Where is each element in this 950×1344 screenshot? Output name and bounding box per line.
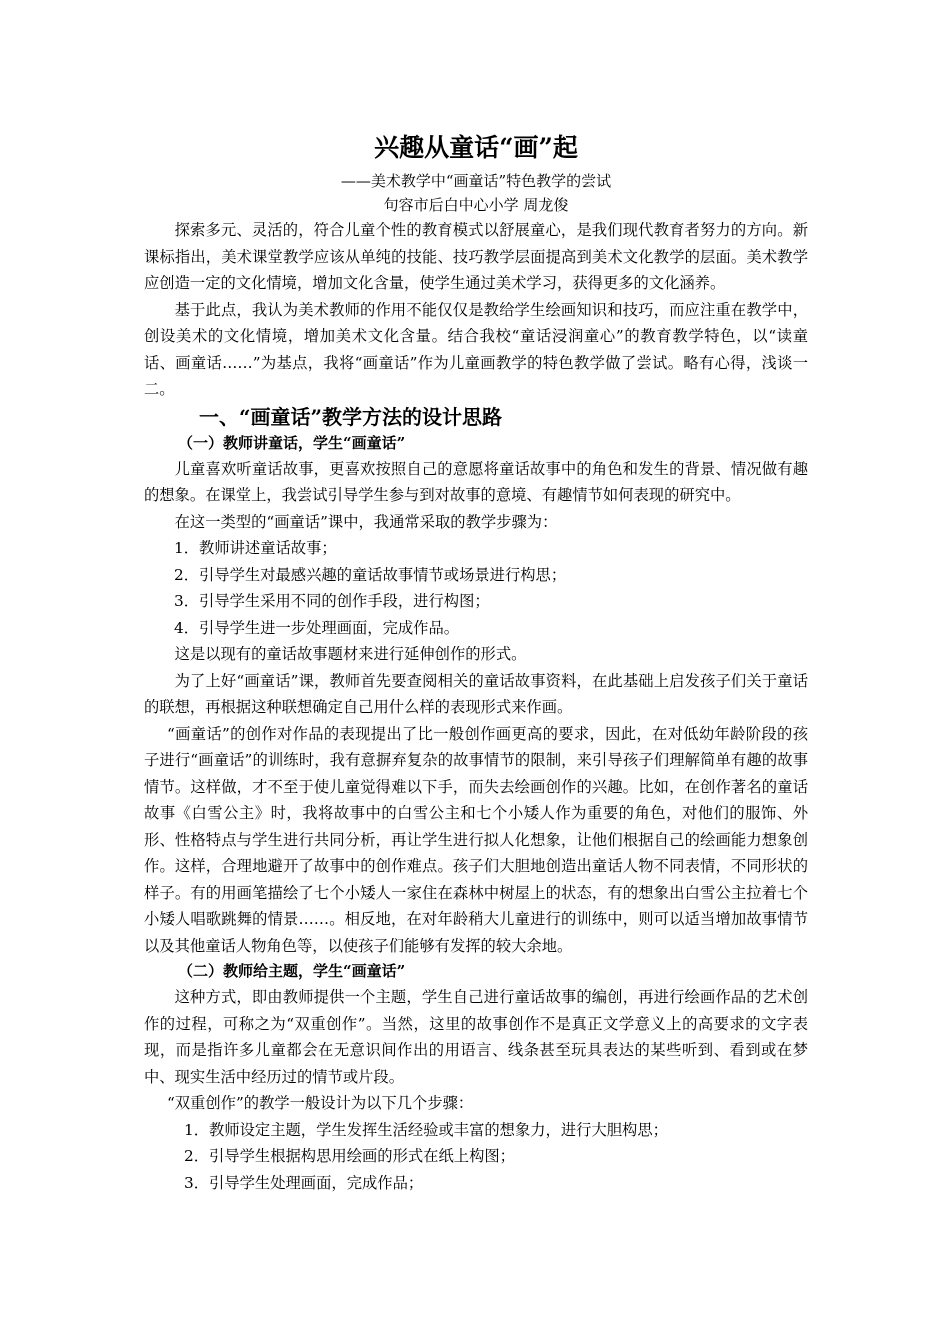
subsection-heading: （二）教师给主题，学生“画童话” [178, 962, 406, 980]
list-item: 1．教师设定主题，学生发挥生活经验或丰富的想象力，进行大胆构思； [184, 1120, 668, 1139]
list-item: 2．引导学生根据构思用绘画的形式在纸上构图； [184, 1147, 515, 1165]
body-paragraph: “双重创作”的教学一般设计为以下几个步骤： [166, 1094, 474, 1112]
document-title: 兴趣从童话“画”起 [374, 133, 578, 162]
list-item: 3．引导学生采用不同的创作手段，进行构图； [174, 592, 490, 610]
document-author: 句容市后白中心小学 周龙俊 [383, 196, 569, 214]
body-paragraph: 为了上好“画童话”课，教师首先要查阅相关的童话故事资料，在此基础上启发孩子们关于童话的联想，再根据这种联想确定自己用什么样的表现形式来作画。 [144, 671, 808, 716]
list-item: 3．引导学生处理画面，完成作品； [184, 1173, 424, 1192]
list-item: 2．引导学生对最感兴趣的童话故事情节或场景进行构思； [174, 565, 567, 584]
list-item: 1．教师讲述童话故事； [174, 539, 337, 557]
intro-paragraph: 探索多元、灵活的，符合儿童个性的教育模式以舒展童心，是我们现代教育者努力的方向。新课标指出，美术课堂教学应该从单纯的技能、技巧教学层面提高到美术文化教学的层面。美术教学应创造一定的文化情境，增加文化含量，使学生通过美术学习，获得更多的文化涵养。 [144, 221, 808, 292]
document-subtitle: ——美术教学中“画童话”特色教学的尝试 [340, 172, 612, 190]
body-paragraph: “画童话”的创作对作品的表现提出了比一般创作画更高的要求，因此，在对低幼年龄阶段的孩子进行“画童话”的训练时，我有意摒弃复杂的故事情节的限制，来引导孩子们理解简单有趣的故事情节。这样做，才不至于使儿童觉得难以下手，而失去绘画创作的兴趣。比如，在创作著名的童话故事《白雪公主》时，我将故事中的白雪公主和七个小矮人作为重要的角色，对他们的服饰、外形、性格特点与学生进行共同分析，再让学生进行拟人化想象，让他们根据自己的绘画能力想象创作。这样，合理地避开了故事中的创作难点。孩子们大胆地创造出童话人物不同表情，不同形状的样子。有的用画笔描绘了七个小矮人一家住在森林中树屋上的状态，有的想象出白雪公主拉着七个小矮人唱歌跳舞的情景……。相反地，在对年龄稍大儿童进行的训练中，则可以适当增加故事情节以及其他童话人物角色等，以使孩子们能够有发挥的较大余地。 [144, 724, 808, 955]
section-heading: 一、“画童话”教学方法的设计思路 [199, 404, 503, 429]
subsection-heading: （一）教师讲童话，学生“画童话” [178, 433, 406, 452]
list-item: 4．引导学生进一步处理画面，完成作品。 [174, 618, 460, 637]
body-paragraph: 这是以现有的童话故事题材来进行延伸创作的形式。 [174, 645, 527, 663]
intro-paragraph: 基于此点，我认为美术教师的作用不能仅仅是教给学生绘画知识和技巧，而应注重在教学中，创设美术的文化情境，增加美术文化含量。结合我校“童话浸润童心”的教育教学特色，以“读童话、画童话……”为基点，我将“画童话”作为儿童画教学的特色教学做了尝试。略有心得，浅谈一二。 [144, 300, 808, 398]
body-paragraph: 这种方式，即由教师提供一个主题，学生自己进行童话故事的编创，再进行绘画作品的艺术创作的过程，可称之为“双重创作”。当然，这里的故事创作不是真正文学意义上的高要求的文字表现，而是指许多儿童都会在无意识间作出的用语言、线条甚至玩具表达的某些听到、看到或在梦中、现实生活中经历过的情节或片段。 [144, 988, 808, 1086]
document-page [144, 130, 808, 1196]
body-paragraph: 儿童喜欢听童话故事，更喜欢按照自己的意愿将童话故事中的角色和发生的背景、情况做有趣的想象。在课堂上，我尝试引导学生参与到对故事的意境、有趣情节如何表现的研究中。 [144, 459, 808, 504]
body-paragraph: 在这一类型的“画童话”课中，我通常采取的教学步骤为： [174, 512, 558, 531]
